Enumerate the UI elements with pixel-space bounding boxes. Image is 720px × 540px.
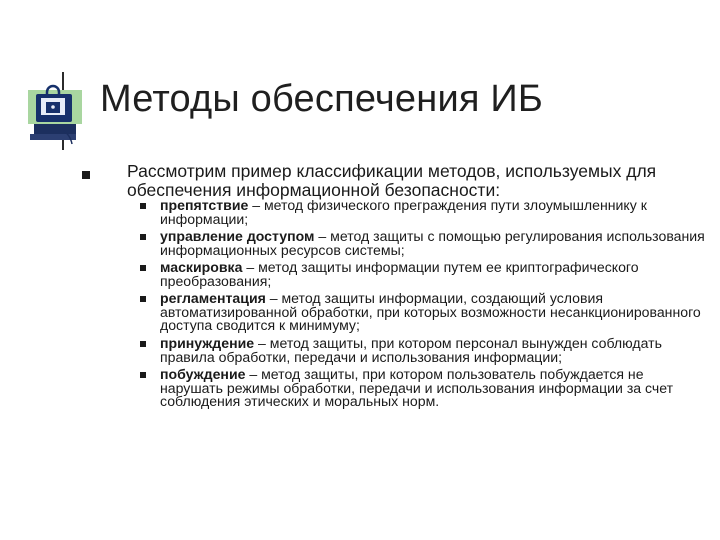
list-item xyxy=(140,261,705,288)
method-term: принуждение xyxy=(160,334,255,351)
list-item xyxy=(140,365,705,410)
method-description: – метод защиты информации, создающий условия автоматизированной обработки, при которых возможности несанкционированного доступа сводится к минимуму; xyxy=(160,290,701,334)
method-description: – метод защиты информации путем ее криптографического преобразования; xyxy=(160,259,639,289)
list-item xyxy=(140,199,705,226)
computer-lock-icon xyxy=(22,74,88,158)
method-term: препятствие xyxy=(160,197,249,213)
method-description: – метод защиты, при котором пользователь побуждается не нарушать режимы обработки, передачи и использования информации за счет соблюдения этических и моральных норм. xyxy=(160,365,674,410)
square-bullet-icon xyxy=(140,341,146,347)
square-bullet-icon xyxy=(140,203,146,209)
list-item xyxy=(140,334,705,365)
method-term: маскировка xyxy=(160,259,243,276)
intro-text: Рассмотрим пример классификации методов, используемых для обеспечения информационной безопасности: xyxy=(127,161,657,200)
list-item xyxy=(140,230,705,257)
square-bullet-icon xyxy=(140,296,146,302)
method-description: – метод защиты, при котором персонал вынужден соблюдать правила обработки, передачи и использования информации; xyxy=(160,334,662,365)
method-description: – метод защиты с помощью регулирования использования информационных ресурсов системы; xyxy=(160,228,705,258)
square-bullet-icon xyxy=(140,234,146,240)
square-bullet-icon xyxy=(82,171,90,179)
method-term: управление доступом xyxy=(160,228,315,245)
methods-list xyxy=(140,199,705,413)
method-description: – метод физического преграждения пути злоумышленнику к информации; xyxy=(160,197,647,227)
method-term: регламентация xyxy=(160,290,266,307)
list-item xyxy=(140,292,705,333)
square-bullet-icon xyxy=(140,265,146,271)
square-bullet-icon xyxy=(140,372,146,378)
method-term: побуждение xyxy=(160,365,246,382)
slide-title: Методы обеспечения ИБ xyxy=(100,78,544,120)
